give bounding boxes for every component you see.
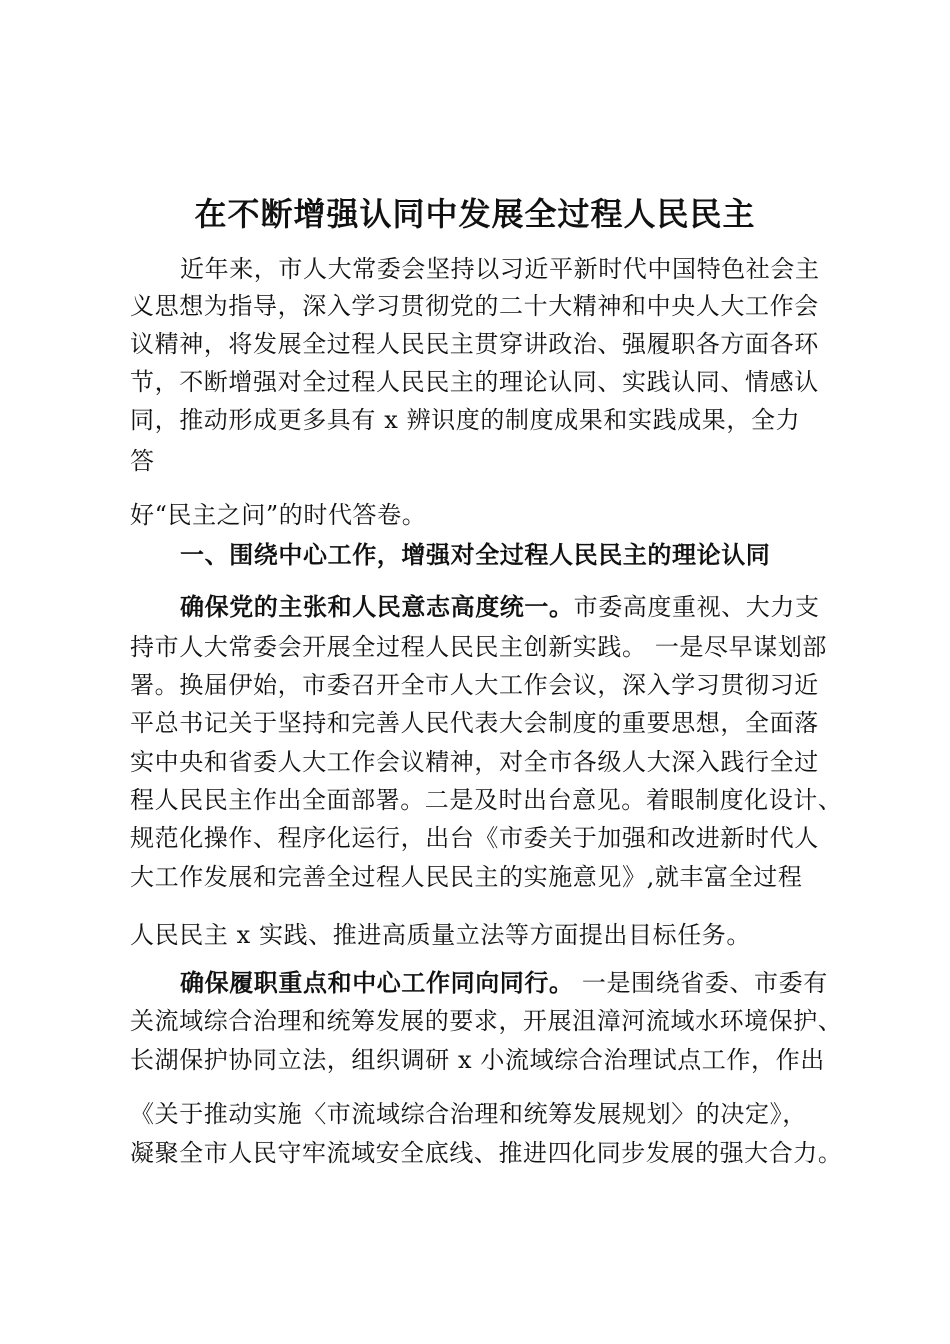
paragraph-first-line (180, 968, 828, 998)
paragraph-line: 人民民主 x 实践、推进高质量立法等方面提出目标任务。 (130, 921, 751, 949)
paragraph-line: 凝聚全市人民守牢流域安全底线、推进四化同步发展的强大合力。 (130, 1139, 843, 1167)
paragraph-line: 同，推动形成更多具有 x 辨识度的制度成果和实践成果，全力 (130, 406, 801, 434)
paragraph-line: 署。换届伊始，市委召开全市人大工作会议，深入学习贯彻习近 (130, 671, 819, 699)
paragraph-line: 近年来，市人大常委会坚持以习近平新时代中国特色社会主 (180, 255, 820, 283)
paragraph-line: 大工作发展和完善全过程人民民主的实施意见》,就丰富全过程 (130, 863, 803, 891)
document-title: 在不断增强认同中发展全过程人民民主 (194, 195, 756, 233)
paragraph-line: 好“民主之问”的时代答卷。 (130, 501, 427, 529)
paragraph-line: 长湖保护协同立法，组织调研 x 小流域综合治理试点工作，作出 (130, 1046, 825, 1074)
paragraph-first-line (180, 592, 820, 622)
paragraph-text: 市委高度重视、大力支 (573, 593, 820, 621)
paragraph-line: 节，不断增强对全过程人民民主的理论认同、实践认同、情感认 (130, 368, 819, 396)
paragraph-line: 规范化操作、程序化运行，出台《市委关于加强和改进新时代人 (130, 824, 819, 852)
paragraph-line: 程人民民主作出全面部署。二是及时出台意见。着眼制度化设计、 (130, 786, 843, 814)
paragraph-line: 《关于推动实施〈市流域综合治理和统筹发展规划〉的决定》， (130, 1100, 807, 1128)
paragraph-line: 义思想为指导，深入学习贯彻党的二十大精神和中央人大工作会 (130, 292, 819, 320)
paragraph-lead: 确保履职重点和中心工作同向同行。 (180, 969, 574, 997)
paragraph-line: 持市人大常委会开展全过程人民民主创新实践。 一是尽早谋划部 (130, 633, 828, 661)
paragraph-line: 关流域综合治理和统筹发展的要求，开展沮漳河流域水环境保护、 (130, 1007, 843, 1035)
paragraph-line: 平总书记关于坚持和完善人民代表大会制度的重要思想，全面落 (130, 709, 819, 737)
section-heading: 一、围绕中心工作，增强对全过程人民民主的理论认同 (180, 541, 771, 569)
paragraph-line: 答 (130, 447, 155, 475)
paragraph-text: 一是围绕省委、市委有 (573, 969, 828, 997)
paragraph-line: 议精神，将发展全过程人民民主贯穿讲政治、强履职各方面各环 (130, 330, 819, 358)
paragraph-lead: 确保党的主张和人民意志高度统一。 (180, 593, 574, 621)
paragraph-line: 实中央和省委人大工作会议精神，对全市各级人大深入践行全过 (130, 748, 819, 776)
